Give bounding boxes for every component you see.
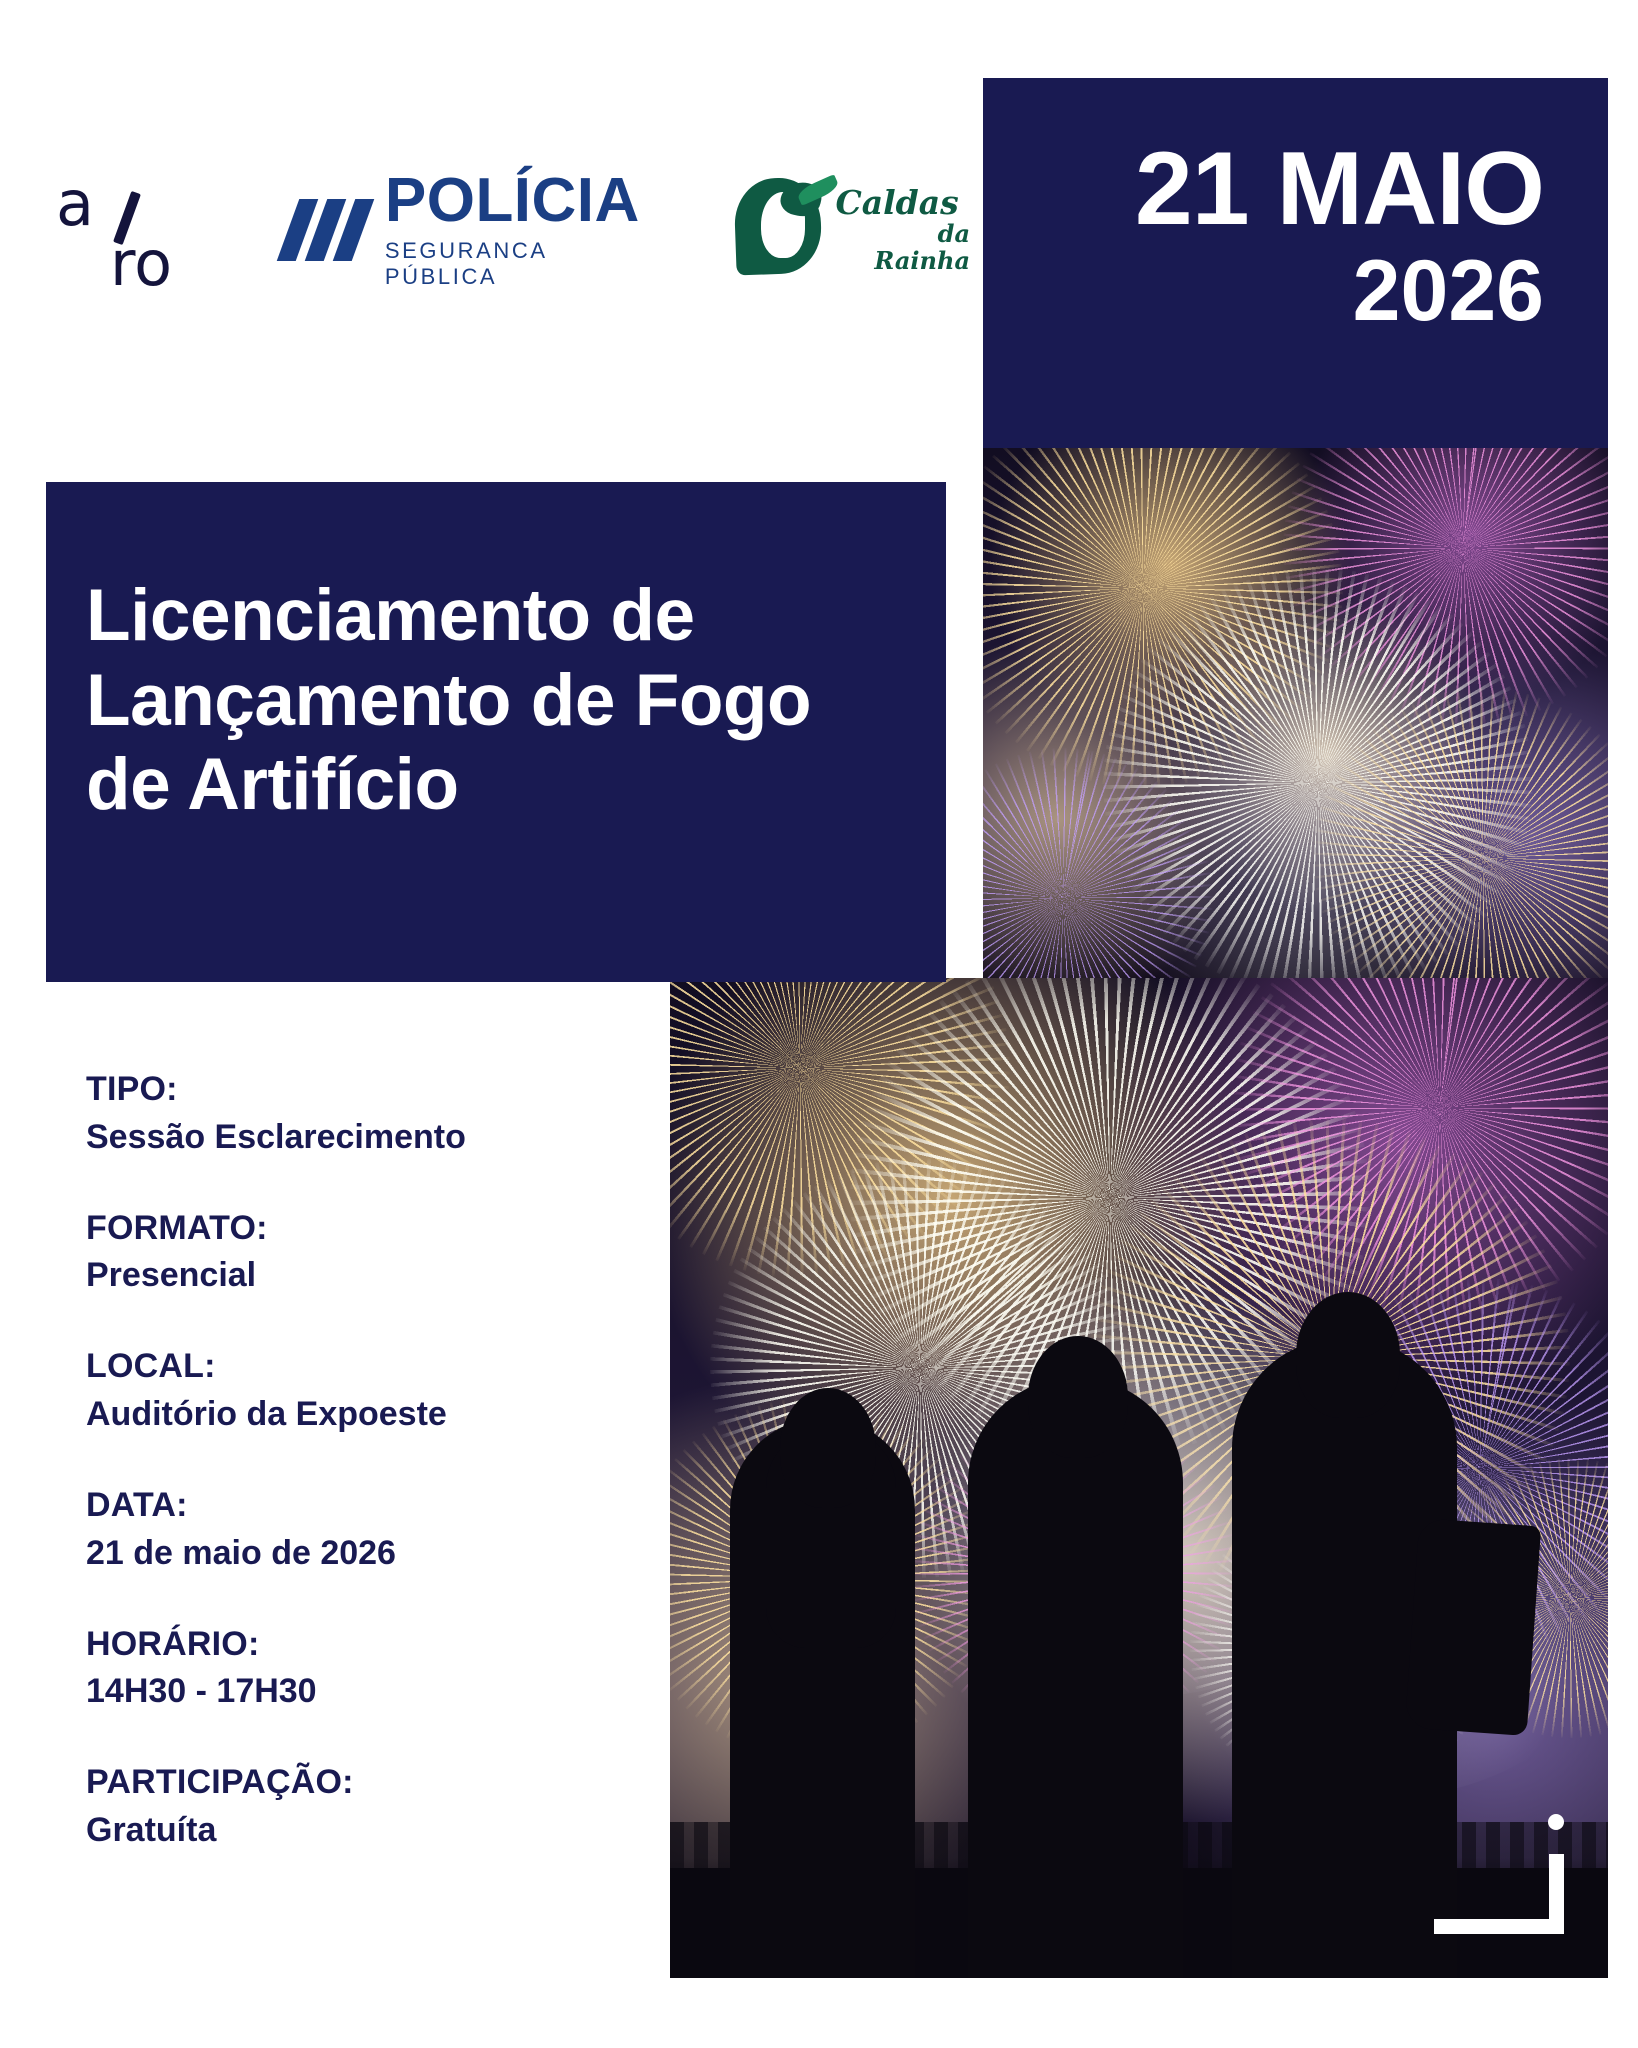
detail-data-value: 21 de maio de 2026	[86, 1533, 396, 1572]
fireworks-photo-main	[670, 978, 1608, 1978]
logo-row	[40, 150, 970, 310]
event-date-daymonth: 21 MAIO	[1134, 131, 1544, 247]
caldas-logo-line2: da Rainha	[874, 219, 970, 275]
event-date-year: 2026	[1352, 243, 1544, 340]
corner-bracket-mark	[1434, 1814, 1564, 1934]
caldas-wordmark	[835, 183, 970, 275]
psp-logo	[288, 166, 663, 290]
caldas-da-rainha-logo	[735, 174, 970, 286]
detail-participacao-label: PARTICIPAÇÃO:	[86, 1763, 354, 1802]
detail-tipo	[86, 1068, 646, 1159]
fireworks-photo-top	[983, 448, 1608, 978]
page-title: Licenciamento de Lançamento de Fogo de Artifício	[86, 575, 812, 826]
caldas-queen-icon	[735, 174, 830, 286]
detail-tipo-label: TIPO:	[86, 1070, 178, 1108]
silhouette-person-center	[968, 1378, 1183, 1978]
detail-participacao	[86, 1761, 646, 1852]
detail-horario-value: 14H30 - 17H30	[86, 1672, 317, 1711]
caldas-logo-line1: Caldas	[835, 183, 959, 223]
psp-wordmark	[384, 166, 663, 290]
event-details-list	[86, 1068, 646, 1852]
detail-formato-label: FORMATO:	[86, 1208, 268, 1247]
detail-data	[86, 1484, 646, 1575]
title-block	[46, 482, 946, 982]
detail-horario-label: HORÁRIO:	[86, 1624, 260, 1663]
event-date-block	[983, 78, 1608, 448]
psp-slashes-icon	[288, 199, 363, 261]
psp-logo-subtitle: SEGURANCA PÚBLICA	[384, 238, 547, 289]
detail-tipo-value: Sessão Esclarecimento	[86, 1117, 466, 1156]
detail-formato-value: Presencial	[86, 1256, 257, 1295]
detail-local-label: LOCAL:	[86, 1347, 216, 1386]
psp-logo-title: POLÍCIA	[384, 166, 640, 235]
detail-local	[86, 1345, 646, 1436]
aro-logo-letters-ro: ro	[110, 227, 173, 300]
detail-horario	[86, 1623, 646, 1714]
silhouette-bag	[1405, 1518, 1541, 1736]
detail-local-value: Auditório da Expoeste	[86, 1394, 447, 1433]
detail-participacao-value: Gratuíta	[86, 1810, 217, 1849]
detail-data-label: DATA:	[86, 1486, 188, 1525]
aro-logo	[50, 165, 218, 300]
detail-formato	[86, 1207, 646, 1298]
aro-logo-letter-a: a	[56, 167, 94, 240]
